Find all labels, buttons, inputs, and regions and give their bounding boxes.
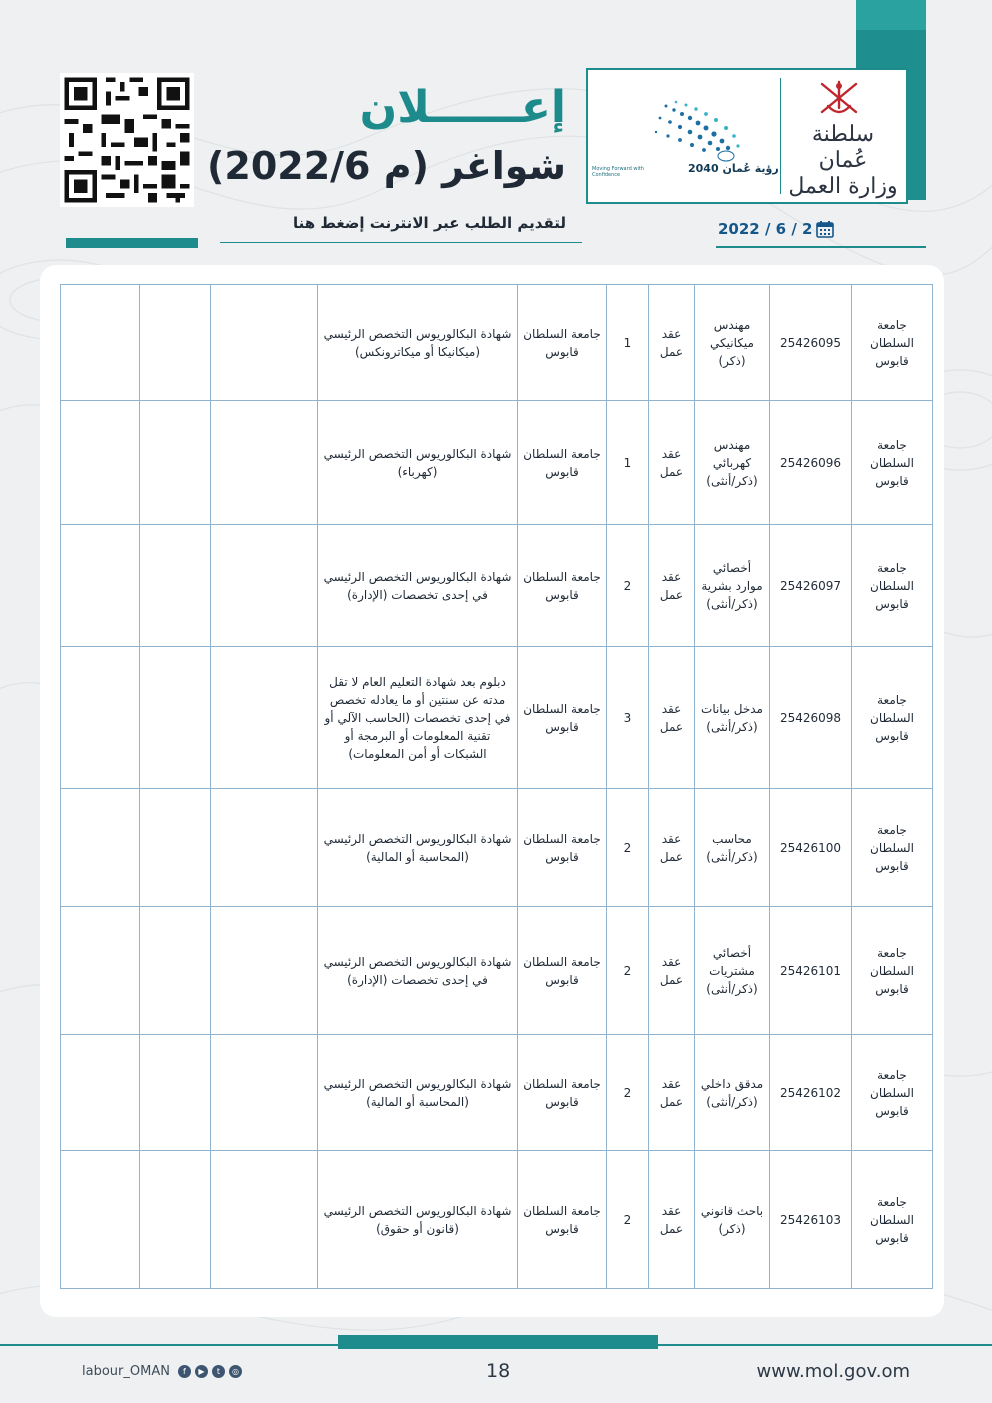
cell-job-title: أخصائي موارد بشرية (ذكر/أنثى) [695,525,770,647]
cell-vacancy-count: 1 [607,285,649,401]
table-row [61,285,933,401]
cell-employer: جامعة السلطان قابوس [852,1151,933,1289]
table-row [61,789,933,907]
cell-employer: جامعة السلطان قابوس [852,647,933,789]
cell-qualification: شهادة البكالوريوس التخصص الرئيسي (كهرباء) [318,401,518,525]
cell-vacancy-code: 25426097 [770,525,852,647]
logo-divider [780,78,781,194]
cell-employer: جامعة السلطان قابوس [852,789,933,907]
cell-empty-3 [61,1035,140,1151]
youtube-icon[interactable]: ▶ [195,1365,208,1378]
cell-empty-1 [211,789,318,907]
cell-contract-type: عقد عمل [649,285,695,401]
cell-vacancy-count: 1 [607,401,649,525]
vision-tagline: Moving Forward with Confidence [592,166,644,178]
cell-empty-1 [211,401,318,525]
cell-work-location: جامعة السلطان قابوس [518,1035,607,1151]
cell-vacancy-count: 2 [607,525,649,647]
cell-job-title: باحث قانوني (ذكر) [695,1151,770,1289]
table-row [61,1151,933,1289]
cell-empty-1 [211,1035,318,1151]
cell-qualification: شهادة البكالوريوس التخصص الرئيسي (المحاسبة أو المالية) [318,789,518,907]
twitter-icon[interactable]: t [212,1365,225,1378]
cell-employer: جامعة السلطان قابوس [852,401,933,525]
cell-empty-2 [140,647,211,789]
cell-qualification: شهادة البكالوريوس التخصص الرئيسي (قانون أو حقوق) [318,1151,518,1289]
cell-empty-3 [61,525,140,647]
cell-vacancy-count: 2 [607,1035,649,1151]
ministry-name-block [788,122,898,200]
cell-work-location: جامعة السلطان قابوس [518,401,607,525]
cell-vacancy-code: 25426098 [770,647,852,789]
cell-job-title: مدخل بيانات (ذكر/أنثى) [695,647,770,789]
vision-label: رؤية عُمان 2040 [688,162,779,175]
cell-contract-type: عقد عمل [649,1151,695,1289]
cell-qualification: شهادة البكالوريوس التخصص الرئيسي في إحدى تخصصات (الإدارة) [318,907,518,1035]
cell-contract-type: عقد عمل [649,401,695,525]
oman-emblem [814,78,864,120]
country-name: سلطنة عُمان [811,122,875,173]
facebook-icon[interactable]: f [178,1365,191,1378]
cell-vacancy-count: 3 [607,647,649,789]
cell-qualification: شهادة البكالوريوس التخصص الرئيسي (المحاسبة أو المالية) [318,1035,518,1151]
cell-empty-2 [140,907,211,1035]
date-underline [716,246,926,248]
cell-work-location: جامعة السلطان قابوس [518,907,607,1035]
social-handle[interactable]: labour_OMAN [82,1364,170,1379]
apply-accent-bar [66,238,198,248]
cell-empty-3 [61,647,140,789]
cell-work-location: جامعة السلطان قابوس [518,789,607,907]
cell-work-location: جامعة السلطان قابوس [518,525,607,647]
cell-empty-2 [140,1035,211,1151]
cell-empty-2 [140,285,211,401]
page-title: إعــــــلان [359,82,566,133]
cell-job-title: مهندس كهربائي (ذكر/أنثى) [695,401,770,525]
cell-empty-3 [61,1151,140,1289]
cell-empty-2 [140,1151,211,1289]
page-number: 18 [486,1360,511,1382]
cell-work-location: جامعة السلطان قابوس [518,1151,607,1289]
cell-contract-type: عقد عمل [649,647,695,789]
date-block [718,220,834,238]
cell-job-title: محاسب (ذكر/أنثى) [695,789,770,907]
cell-empty-3 [61,907,140,1035]
cell-empty-1 [211,1151,318,1289]
apply-online-link[interactable]: لتقديم الطلب عبر الانترنت إضغط هنا [292,214,566,232]
cell-work-location: جامعة السلطان قابوس [518,647,607,789]
table-row [61,401,933,525]
cell-empty-3 [61,789,140,907]
cell-employer: جامعة السلطان قابوس [852,285,933,401]
cell-vacancy-code: 25426096 [770,401,852,525]
cell-job-title: مدقق داخلي (ذكر/أنثى) [695,1035,770,1151]
publish-date: 2022 / 6 / 2 [718,220,813,238]
cell-empty-3 [61,285,140,401]
cell-employer: جامعة السلطان قابوس [852,525,933,647]
cell-empty-1 [211,907,318,1035]
page-subtitle: شواغر (م 2022/6) [207,144,566,188]
cell-empty-1 [211,525,318,647]
cell-vacancy-code: 25426101 [770,907,852,1035]
cell-contract-type: عقد عمل [649,907,695,1035]
cell-contract-type: عقد عمل [649,789,695,907]
table-row [61,1035,933,1151]
cell-vacancy-code: 25426095 [770,285,852,401]
apply-underline [220,242,582,243]
cell-vacancy-count: 2 [607,907,649,1035]
cell-vacancy-code: 25426100 [770,789,852,907]
cell-job-title: مهندس ميكانيكي (ذكر) [695,285,770,401]
cell-contract-type: عقد عمل [649,1035,695,1151]
cell-employer: جامعة السلطان قابوس [852,907,933,1035]
table-row [61,907,933,1035]
header-accent-strip-top [856,0,926,30]
cell-empty-3 [61,401,140,525]
cell-empty-2 [140,401,211,525]
cell-empty-1 [211,647,318,789]
ministry-logo-box [586,68,908,204]
cell-vacancy-code: 25426103 [770,1151,852,1289]
instagram-icon[interactable]: ◎ [229,1365,242,1378]
cell-empty-1 [211,285,318,401]
qr-code[interactable] [60,73,194,207]
table-row [61,647,933,789]
cell-empty-2 [140,789,211,907]
cell-vacancy-code: 25426102 [770,1035,852,1151]
cell-vacancy-count: 2 [607,789,649,907]
cell-job-title: أخصائي مشتريات (ذكر/أنثى) [695,907,770,1035]
cell-qualification: شهادة البكالوريوس التخصص الرئيسي (ميكانيكا أو ميكاترونكس) [318,285,518,401]
footer-accent-bar [338,1335,658,1349]
cell-vacancy-count: 2 [607,1151,649,1289]
cell-contract-type: عقد عمل [649,525,695,647]
cell-work-location: جامعة السلطان قابوس [518,285,607,401]
website-link[interactable]: www.mol.gov.om [756,1361,910,1382]
ministry-name: وزارة العمل [788,174,898,199]
table-row [61,525,933,647]
cell-empty-2 [140,525,211,647]
calendar-icon [816,220,834,238]
cell-employer: جامعة السلطان قابوس [852,1035,933,1151]
social-links [82,1364,242,1379]
cell-qualification: شهادة البكالوريوس التخصص الرئيسي في إحدى تخصصات (الإدارة) [318,525,518,647]
cell-qualification: دبلوم بعد شهادة التعليم العام لا تقل مدته عن سنتين أو ما يعادله تخصص في إحدى تخصصات (الحاسب الآلي أو تقنية المعلومات أو البرمجة أو الشبكات أو أمن المعلومات) [318,647,518,789]
vacancies-table [60,284,933,1289]
